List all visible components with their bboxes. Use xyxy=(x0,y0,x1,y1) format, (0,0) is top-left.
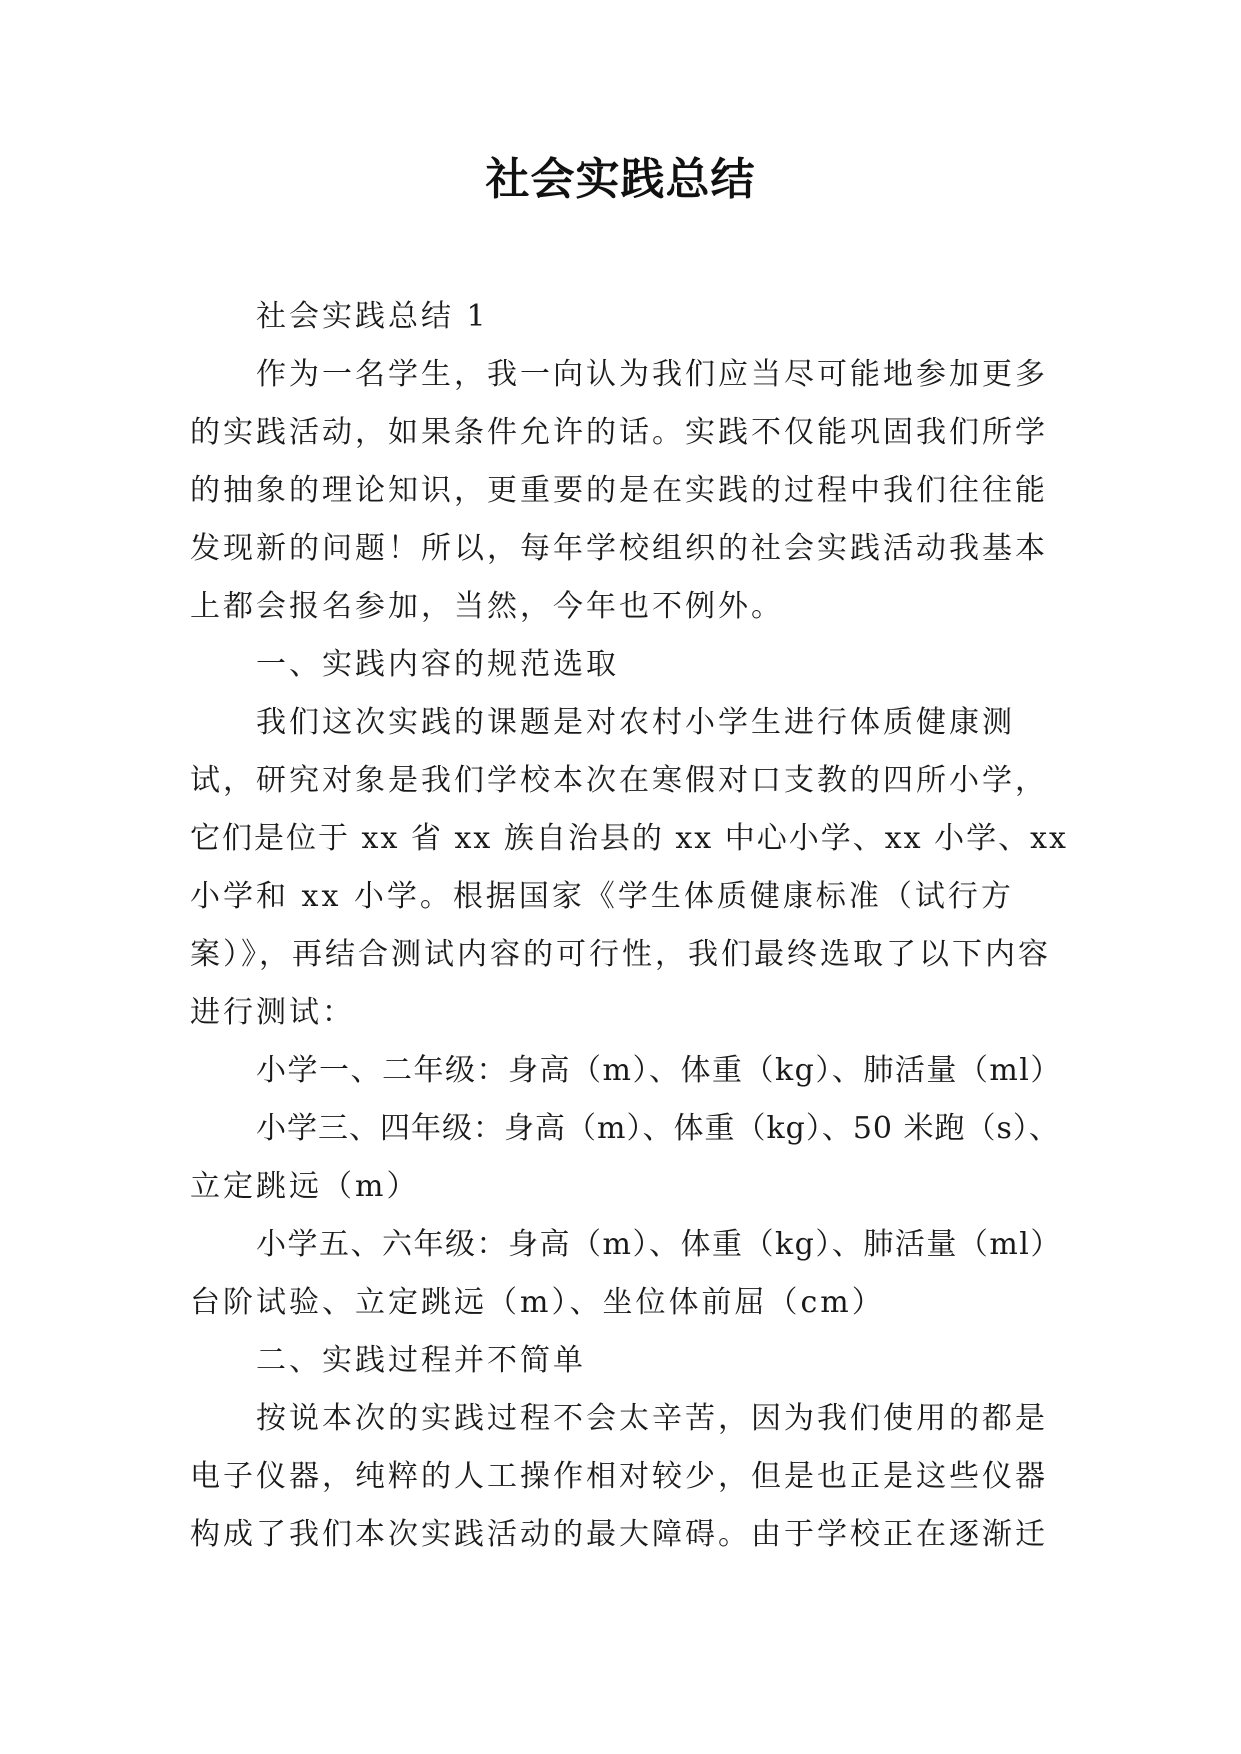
list-item-continuation: 台阶试验、立定跳远（m）、坐位体前屈（cm） xyxy=(190,1285,885,1320)
paragraph-line: 试，研究对象是我们学校本次在寒假对口支教的四所小学， xyxy=(190,763,1048,798)
document-body xyxy=(190,288,1070,1564)
section-heading: 社会实践总结 1 xyxy=(256,299,489,334)
paragraph-line: 小学和 xx 小学。根据国家《学生体质健康标准（试行方 xyxy=(190,879,1014,914)
paragraph-line: 的抽象的理论知识，更重要的是在实践的过程中我们往往能 xyxy=(190,473,1048,508)
paragraph-line: 进行测试： xyxy=(190,995,355,1030)
paragraph-line: 我们这次实践的课题是对农村小学生进行体质健康测 xyxy=(256,705,1015,740)
list-item-continuation: 立定跳远（m） xyxy=(190,1169,420,1204)
paragraph-line: 的实践活动，如果条件允许的话。实践不仅能巩固我们所学 xyxy=(190,415,1048,450)
paragraph-line: 作为一名学生，我一向认为我们应当尽可能地参加更多 xyxy=(256,357,1048,392)
section-heading: 二、实践过程并不简单 xyxy=(256,1343,586,1378)
paragraph-line: 它们是位于 xx 省 xx 族自治县的 xx 中心小学、xx 小学、xx xyxy=(190,821,1068,856)
list-item: 小学一、二年级：身高（m）、体重（kg）、肺活量（ml） xyxy=(256,1053,1062,1088)
paragraph-line: 案）》，再结合测试内容的可行性，我们最终选取了以下内容 xyxy=(190,937,1051,972)
paragraph-line: 上都会报名参加，当然，今年也不例外。 xyxy=(190,589,784,624)
paragraph-line: 构成了我们本次实践活动的最大障碍。由于学校正在逐渐迁 xyxy=(190,1517,1048,1552)
document-title: 社会实践总结 xyxy=(485,154,756,205)
list-item: 小学三、四年级：身高（m）、体重（kg）、50 米跑（s）、 xyxy=(256,1111,1060,1146)
list-item: 小学五、六年级：身高（m）、体重（kg）、肺活量（ml） xyxy=(256,1227,1062,1262)
paragraph-line: 按说本次的实践过程不会太辛苦，因为我们使用的都是 xyxy=(256,1401,1048,1436)
paragraph-line: 发现新的问题！所以，每年学校组织的社会实践活动我基本 xyxy=(190,531,1048,566)
section-heading: 一、实践内容的规范选取 xyxy=(256,647,619,682)
paragraph-line: 电子仪器，纯粹的人工操作相对较少，但是也正是这些仪器 xyxy=(190,1459,1048,1494)
